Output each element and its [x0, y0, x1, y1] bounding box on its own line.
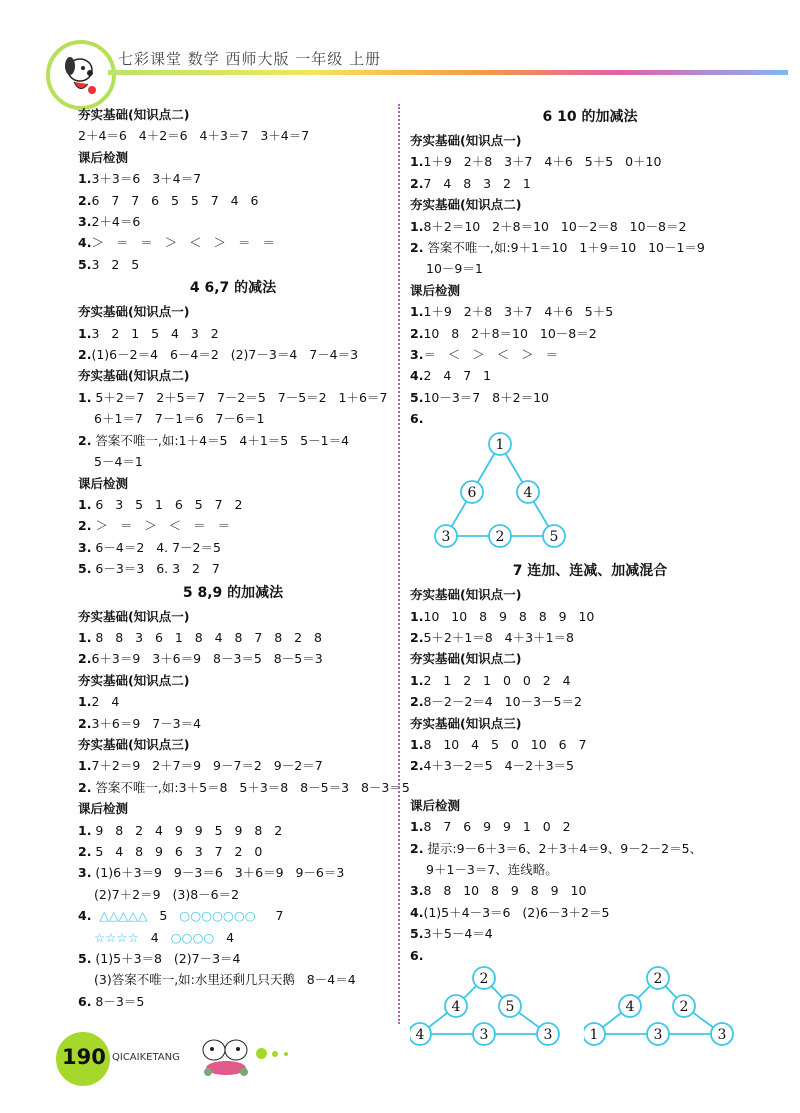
triangle-diagrams-bottom — [410, 962, 770, 1048]
item-answer: 7＋2＝9 2＋7＝9 9－7＝2 9－2＝7 — [91, 758, 323, 774]
shape-count: 5 — [147, 908, 180, 924]
item-answer: (1)5＋3＝8 (2)7－3＝4 — [91, 951, 241, 967]
shape-count: 4 — [214, 929, 235, 945]
book-title: 七彩课堂 数学 西师大版 一年级 上册 — [118, 50, 382, 68]
item-answer: 6 7 7 6 5 5 7 4 6 — [91, 192, 259, 208]
answer-item — [78, 991, 388, 1012]
answer-item — [78, 648, 388, 669]
spacer — [410, 777, 770, 795]
section-heading: 夯实基础(知识点二) — [410, 651, 522, 667]
section-heading: 课后检测 — [78, 801, 129, 817]
item-number: 5. — [410, 926, 424, 942]
item-number: 5. — [410, 389, 424, 405]
answer-item — [78, 211, 388, 232]
item-number: 2. — [78, 844, 92, 859]
triangle-node-label: 3 — [441, 528, 451, 545]
triangle-shapes: △△△△△ — [99, 908, 148, 924]
answer-item — [410, 838, 770, 859]
shape-count: 4 — [138, 929, 171, 945]
item-number: 2. — [410, 840, 424, 856]
item-number: 2. — [410, 240, 424, 256]
item-answer: 10 8 2＋8＝10 10－8＝2 — [423, 325, 597, 341]
item-answer: 3＋6＝9 7－3＝4 — [91, 715, 202, 731]
item-answer: 6－3＝3 6. 3 2 7 — [91, 561, 220, 577]
triangle-diagram-wrapper — [410, 430, 770, 558]
shape-count: 7 — [255, 908, 284, 924]
section-heading: 课后检测 — [78, 149, 129, 165]
dogs-mascot-icon — [196, 1032, 256, 1078]
section-heading: 夯实基础(知识点三) — [410, 715, 522, 731]
number-triangle-1 — [422, 430, 582, 552]
triangle-node-label: 4 — [625, 999, 635, 1015]
answer-item — [410, 323, 770, 344]
footer-dot-small — [284, 1052, 288, 1056]
circle-shapes: ○○○○ — [170, 929, 215, 945]
column-divider — [398, 104, 400, 1024]
section-heading: 夯实基础(知识点一) — [78, 608, 190, 624]
item-answer: 3＋5－4＝4 — [423, 926, 493, 942]
answer-item — [410, 880, 770, 901]
answer-continuation: 5－4＝1 — [94, 454, 143, 470]
item-number: 1. — [410, 608, 424, 624]
item-answer: 5 4 8 9 6 3 7 2 0 — [91, 844, 263, 859]
item-number: 2. — [410, 325, 424, 341]
answer-item — [410, 387, 770, 408]
page-number: 190 — [62, 1045, 106, 1069]
triangle-node-label: 1 — [495, 436, 505, 453]
answer-item — [78, 430, 388, 451]
item-number: 1. — [78, 171, 92, 187]
item-number: 2. — [78, 715, 92, 731]
section-heading: 夯实基础(知识点二) — [78, 107, 190, 122]
item-number: 1. — [410, 154, 424, 170]
item-number: 1. — [410, 218, 424, 234]
item-number: 2. — [410, 758, 424, 774]
triangle-node-label: 3 — [479, 1027, 489, 1043]
item-answer: 9 8 2 4 9 9 5 9 8 2 — [91, 822, 283, 838]
triangle-node-label: 6 — [467, 484, 477, 501]
item-answer: 3＋3＝6 3＋4＝7 — [91, 171, 202, 187]
section-heading: 夯实基础(知识点三) — [78, 736, 190, 752]
item-number: 2. — [410, 629, 424, 645]
circle-shapes: ○○○○○○○ — [179, 908, 256, 924]
item-answer: 2 4 — [91, 694, 120, 710]
answer-item — [410, 691, 770, 712]
answer-item — [78, 862, 388, 883]
item-answer: 3 2 5 — [91, 256, 140, 272]
item-number: 3. — [78, 214, 92, 230]
lesson-title: 7 连加、连减、加减混合 — [512, 563, 668, 580]
triangle-node-label: 2 — [679, 999, 689, 1015]
answer-continuation: (3)答案不唯一,如:水里还剩几只天鹅 8－4＝4 — [94, 972, 356, 988]
item-answer: 10 10 8 9 8 8 9 10 — [423, 608, 595, 624]
answer-item — [78, 713, 388, 734]
item-number: 3. — [410, 347, 424, 363]
item-number: 5. — [78, 951, 92, 967]
item-answer: 5＋2＝7 2＋5＝7 7－2＝5 7－5＝2 1＋6＝7 — [91, 389, 388, 405]
answer-item — [78, 515, 388, 536]
item-number: 1. — [78, 389, 92, 405]
item-answer: 3 2 1 5 4 3 2 — [91, 325, 219, 341]
triangle-node-label: 1 — [589, 1027, 599, 1043]
answer-continuation: 9＋1－3＝7、连线略。 — [426, 861, 558, 877]
number-triangle-3 — [584, 962, 734, 1048]
section-heading: 夯实基础(知识点二) — [78, 368, 190, 384]
item-number: 4. — [78, 908, 92, 924]
item-answer: 答案不唯一,如:9＋1＝10 1＋9＝10 10－1＝9 — [423, 240, 705, 256]
item-number: 1. — [78, 496, 92, 512]
item-answer: 2＋4＝6 — [91, 214, 141, 230]
triangle-node-label: 5 — [505, 999, 515, 1015]
answer-item — [78, 168, 388, 189]
item-number: 2. — [410, 175, 424, 191]
answer-item — [78, 627, 388, 648]
item-answer: 6 3 5 1 6 5 7 2 — [91, 496, 243, 512]
answer-item — [410, 365, 770, 386]
item-number: 2. — [78, 432, 92, 448]
left-column — [78, 104, 410, 1012]
item-number: 3. — [410, 883, 424, 899]
right-column — [410, 104, 770, 1048]
lesson-title: 6 10 的加减法 — [542, 109, 638, 125]
answer-line: 2＋4＝6 4＋2＝6 4＋3＝7 3＋4＝7 — [78, 128, 310, 144]
lesson-title: 5 8,9 的加减法 — [182, 584, 284, 601]
triangle-node-label: 3 — [653, 1027, 663, 1043]
item-number: 1. — [78, 758, 92, 774]
answer-item — [410, 173, 770, 194]
item-number: 4. — [410, 904, 424, 920]
answer-shapes-continuation — [78, 927, 388, 948]
answer-item — [410, 734, 770, 755]
item-answer: 8 8 10 8 9 8 9 10 — [423, 883, 587, 899]
triangle-node-label: 2 — [653, 971, 663, 987]
item-number: 5. — [78, 256, 92, 272]
answer-item — [78, 232, 388, 253]
answer-item — [410, 408, 770, 429]
item-number: 1. — [78, 629, 92, 645]
item-number: 1. — [78, 694, 92, 710]
item-number: 2. — [78, 779, 92, 795]
item-number: 2. — [410, 694, 424, 710]
answer-continuation: 6＋1＝7 7－1＝6 7－6＝1 — [94, 411, 265, 427]
answer-item — [410, 344, 770, 365]
answer-item — [78, 494, 388, 515]
answer-continuation: 10－9＝1 — [426, 261, 483, 277]
item-answer: 8 7 6 9 9 1 0 2 — [423, 819, 571, 835]
answer-item — [410, 216, 770, 237]
item-answer: 5＋2＋1＝8 4＋3＋1＝8 — [423, 629, 574, 645]
footer-dot-medium — [272, 1051, 278, 1057]
answer-item — [78, 948, 388, 969]
triangle-node-label: 4 — [523, 484, 533, 501]
item-number: 2. — [78, 192, 92, 208]
answer-item — [78, 254, 388, 275]
brand-text: QICAIKETANG — [112, 1052, 180, 1063]
triangle-node-label: 4 — [415, 1027, 425, 1043]
item-number: 6. — [410, 411, 424, 427]
number-triangle-2 — [410, 962, 560, 1048]
item-answer: 8 10 4 5 0 10 6 7 — [423, 736, 587, 752]
answer-item — [410, 816, 770, 837]
item-number: 1. — [410, 819, 424, 835]
answer-item — [410, 237, 770, 258]
answer-item — [410, 755, 770, 776]
triangle-node-label: 3 — [717, 1027, 727, 1043]
item-answer: 8－3＝5 — [91, 993, 145, 1009]
item-answer: 8＋2＝10 2＋8＝10 10－2＝8 10－8＝2 — [423, 218, 687, 234]
header-color-bar — [108, 70, 788, 75]
triangle-node-label: 2 — [495, 528, 505, 545]
section-heading: 夯实基础(知识点一) — [410, 133, 522, 148]
section-heading: 夯实基础(知识点二) — [78, 672, 190, 688]
answer-item — [410, 627, 770, 648]
item-answer: 答案不唯一,如:3＋5＝8 5＋3＝8 8－5＝3 8－3＝5 — [91, 779, 410, 795]
item-answer: 2 4 7 1 — [423, 368, 492, 384]
item-answer: (1)5＋4－3＝6 (2)6－3＋2＝5 — [423, 904, 610, 920]
item-number: 4. — [410, 368, 424, 384]
item-number: 2. — [78, 518, 92, 534]
answer-item — [78, 820, 388, 841]
item-number: 3. — [78, 865, 92, 881]
item-number: 1. — [78, 822, 92, 838]
section-heading: 夯实基础(知识点二) — [410, 197, 522, 213]
star-shapes: ☆☆☆☆ — [94, 929, 139, 945]
item-answer: 6－4＝2 4. 7－2＝5 — [91, 539, 221, 555]
item-answer: 7 4 8 3 2 1 — [423, 175, 531, 191]
answer-item — [78, 537, 388, 558]
item-answer: 提示:9－6＋3＝6、2＋3＋4＝9、9－2－2＝5、 — [423, 840, 703, 856]
item-answer: (1)6－2＝4 6－4＝2 (2)7－3＝4 7－4＝3 — [91, 347, 359, 363]
item-number: 1. — [78, 325, 92, 341]
answer-item — [410, 606, 770, 627]
answer-item — [78, 323, 388, 344]
section-heading: 夯实基础(知识点一) — [78, 304, 190, 320]
lesson-title: 4 6,7 的减法 — [189, 280, 277, 297]
item-answer: 10－3＝7 8＋2＝10 — [423, 389, 549, 405]
item-number: 5. — [78, 561, 92, 577]
answer-item — [78, 755, 388, 776]
item-answer: 2 1 2 1 0 0 2 4 — [423, 672, 571, 688]
answer-item — [410, 670, 770, 691]
answer-item — [78, 841, 388, 862]
item-answer: 6＋3＝9 3＋6＝9 8－3＝5 8－5＝3 — [91, 651, 323, 667]
answer-item — [78, 344, 388, 365]
item-number: 2. — [78, 347, 92, 363]
triangle-node-label: 4 — [451, 999, 461, 1015]
dog-mascot-icon — [52, 46, 108, 102]
item-answer: 8 8 3 6 1 8 4 8 7 8 2 8 — [91, 629, 322, 645]
item-answer: 1＋9 2＋8 3＋7 4＋6 5＋5 — [423, 304, 614, 320]
item-answer: 8－2－2＝4 10－3－5＝2 — [423, 694, 582, 710]
answer-item — [78, 190, 388, 211]
answer-item-shapes — [78, 905, 388, 926]
triangle-node-label: 3 — [543, 1027, 553, 1043]
item-number: 6. — [78, 993, 92, 1009]
answer-item — [78, 558, 388, 579]
item-number: 3. — [78, 539, 92, 555]
answer-item — [78, 691, 388, 712]
item-number: 1. — [410, 672, 424, 688]
item-number: 6. — [410, 947, 424, 963]
item-answer: 1＋9 2＋8 3＋7 4＋6 5＋5 0＋10 — [423, 154, 662, 170]
item-number: 2. — [78, 651, 92, 667]
item-answer: (1)6＋3＝9 9－3＝6 3＋6＝9 9－6＝3 — [91, 865, 345, 881]
answer-item — [410, 923, 770, 944]
answer-item — [410, 902, 770, 923]
section-heading: 课后检测 — [78, 475, 129, 491]
answer-item — [410, 151, 770, 172]
section-heading: 课后检测 — [410, 797, 461, 813]
answer-item — [78, 387, 388, 408]
item-answer: 答案不唯一,如:1＋4＝5 4＋1＝5 5－1＝4 — [91, 432, 350, 448]
item-answer: ＝ ＜ ＞ ＜ ＞ ＝ — [423, 347, 559, 363]
answer-continuation: (2)7＋2＝9 (3)8－6＝2 — [94, 886, 240, 902]
item-number: 1. — [410, 304, 424, 320]
item-number: 4. — [78, 235, 92, 251]
answer-item — [78, 777, 410, 798]
section-heading: 课后检测 — [410, 282, 461, 298]
item-answer: ＞ ＝ ＞ ＜ ＝ ＝ — [91, 518, 231, 534]
item-answer: ＞ ＝ ＝ ＞ ＜ ＞ ＝ ＝ — [91, 235, 275, 251]
footer-dot-large — [256, 1048, 267, 1059]
item-answer: 4＋3－2＝5 4－2＋3＝5 — [423, 758, 574, 774]
triangle-node-label: 5 — [549, 528, 559, 545]
item-number: 1. — [410, 736, 424, 752]
answer-item — [410, 301, 770, 322]
triangle-node-label: 2 — [479, 971, 489, 987]
section-heading: 夯实基础(知识点一) — [410, 587, 522, 603]
